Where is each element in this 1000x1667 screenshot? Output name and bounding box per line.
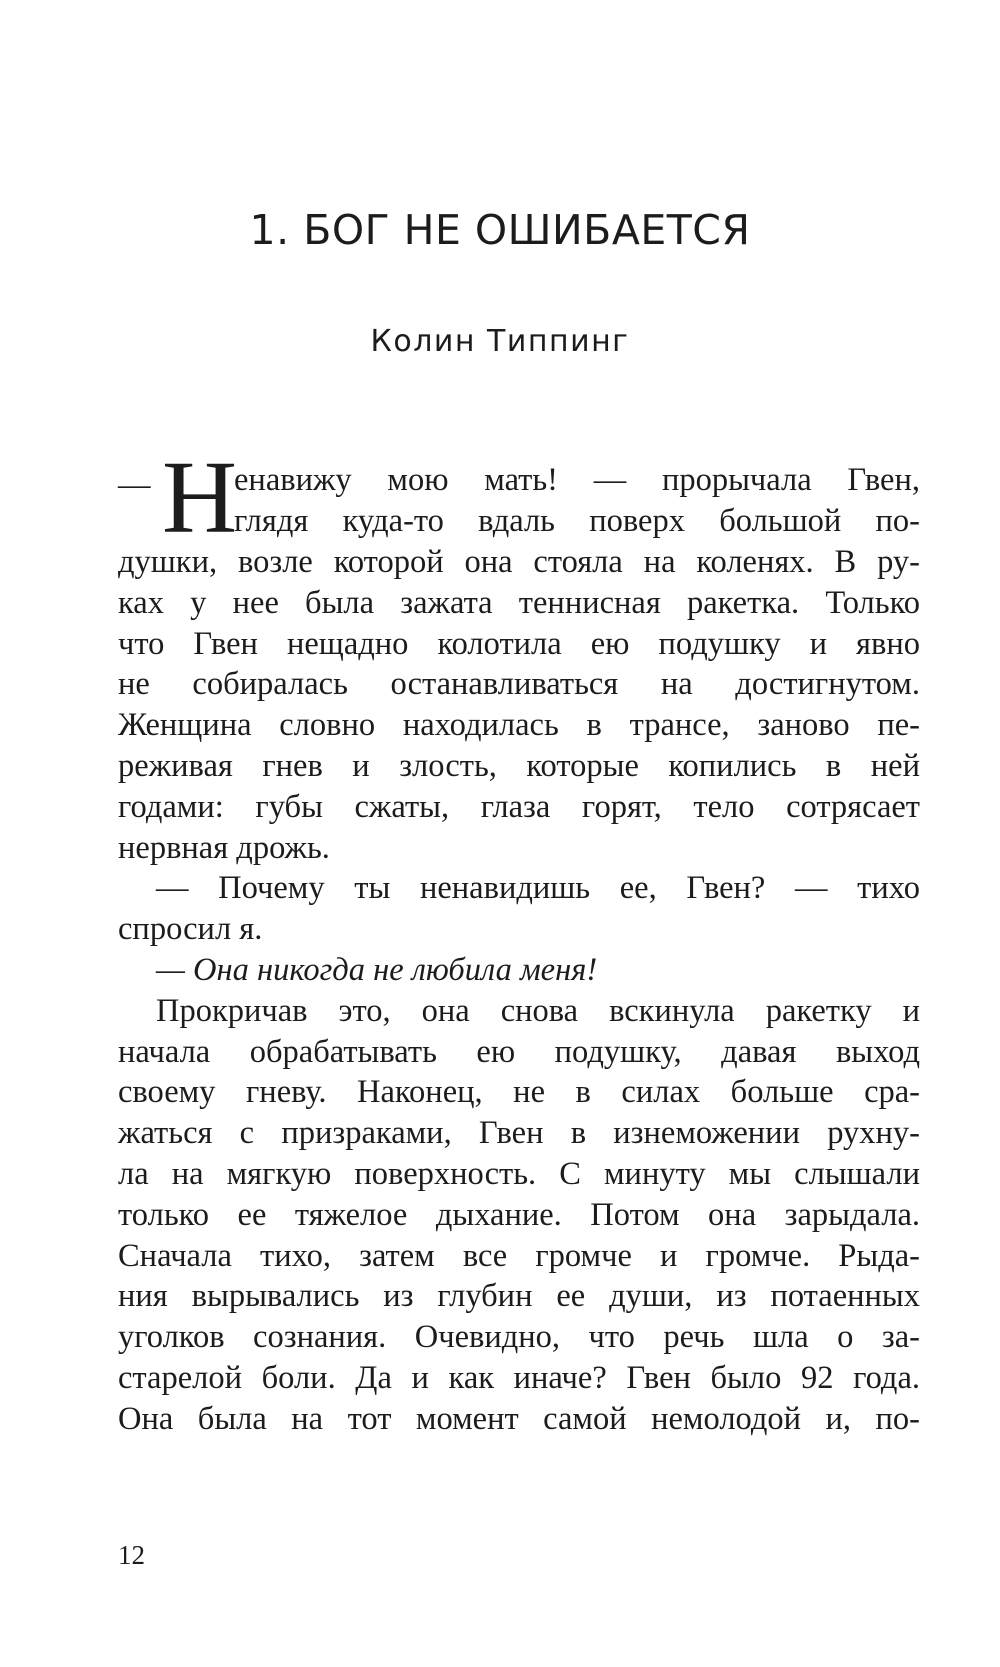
- chapter-author: Колин Типпинг: [370, 324, 630, 359]
- text-line: — Она никогда не любила меня!: [156, 951, 598, 988]
- text-line: жаться с призраками, Гвен в изнеможении рухну-: [118, 1115, 920, 1152]
- text-line: что Гвен нещадно колотила ею подушку и явно: [118, 625, 920, 662]
- text-line: уголков сознания. Очевидно, что речь шла о за-: [118, 1319, 920, 1356]
- text-line: реживая гнев и злость, которые копились в ней: [118, 747, 920, 784]
- chapter-title: 1. БОГ НЕ ОШИБАЕТСЯ: [249, 206, 751, 254]
- text-line: годами: губы сжаты, глаза горят, тело сотрясает: [118, 788, 920, 825]
- text-line: ках у нее была зажата теннисная ракетка. Только: [118, 584, 920, 621]
- text-line: душки, возле которой она стояла на коленях. В ру-: [118, 544, 920, 580]
- text-line: спросил я.: [118, 911, 263, 948]
- page-number: 12: [118, 1540, 145, 1570]
- text-line: — Почему ты ненавидишь ее, Гвен? — тихо: [156, 870, 920, 907]
- text-line: ния вырывались из глубин ее души, из потаенных: [118, 1278, 920, 1315]
- opening-dash: —: [118, 467, 151, 503]
- text-line: ла на мягкую поверхность. С минуту мы слышали: [118, 1155, 920, 1192]
- text-line: Она была на тот момент самой немолодой и, по-: [118, 1400, 920, 1437]
- text-line: старелой боли. Да и как иначе? Гвен было 92 года.: [118, 1359, 920, 1396]
- text-line: енавижу мою мать! — прорычала Гвен,: [234, 462, 920, 498]
- text-line: глядя куда-то вдаль поверх большой по-: [234, 502, 920, 539]
- text-line: Женщина словно находилась в трансе, заново пе-: [118, 707, 920, 744]
- text-line: только ее тяжелое дыхание. Потом она зарыдала.: [118, 1196, 920, 1233]
- text-line: нервная дрожь.: [118, 829, 330, 866]
- text-line: Прокричав это, она снова вскинула ракетку и: [156, 992, 920, 1029]
- text-line: не собиралась останавливаться на достигнутом.: [118, 666, 920, 703]
- text-line: своему гневу. Наконец, не в силах больше сра-: [118, 1074, 920, 1111]
- drop-cap: Н: [162, 440, 238, 555]
- opening-lines: [234, 460, 920, 542]
- body-text: [118, 542, 920, 1440]
- text-line: начала обрабатывать ею подушку, давая выход: [118, 1033, 920, 1070]
- text-line: Сначала тихо, затем все громче и громче. Рыда-: [118, 1237, 920, 1274]
